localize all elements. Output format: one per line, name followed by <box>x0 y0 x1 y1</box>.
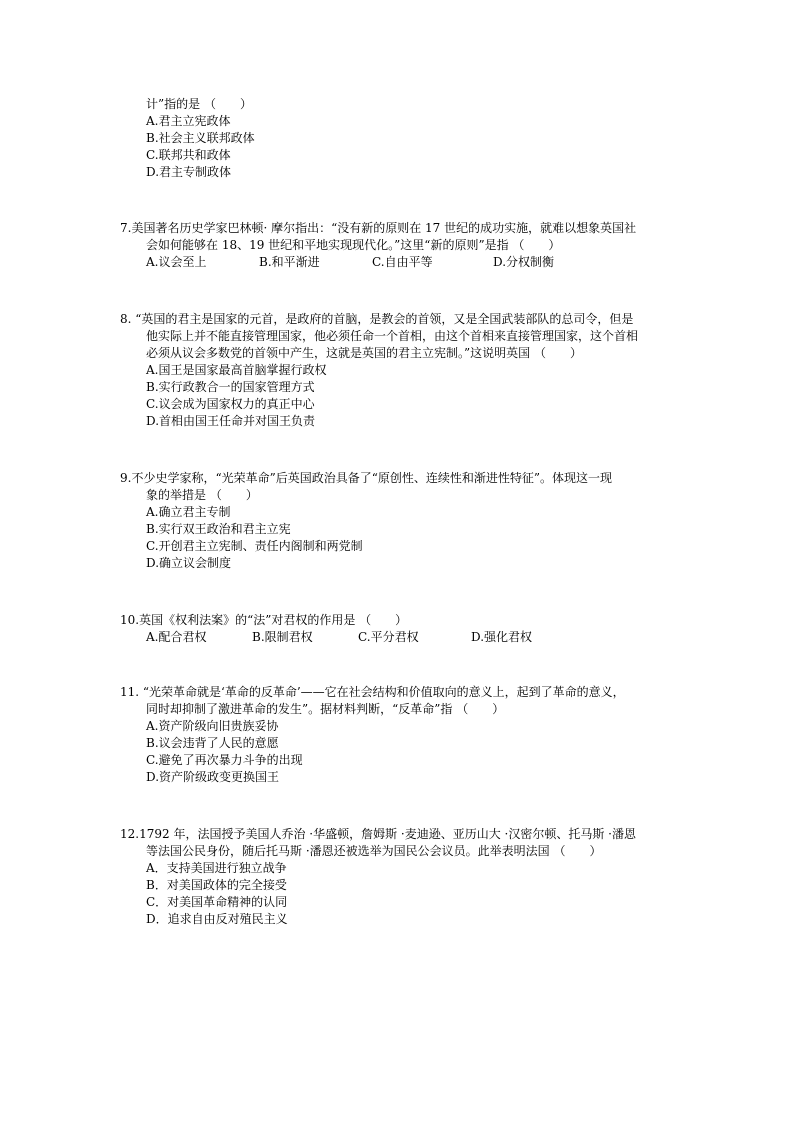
option-c: C.平分君权 <box>358 630 419 644</box>
question-7 <box>120 220 720 271</box>
options-row <box>120 629 720 646</box>
question-stem: 计”指的是 （ ） <box>146 97 252 111</box>
question-6 <box>120 96 720 181</box>
option-a: A.君主立宪政体 <box>146 114 231 128</box>
question-stem: 10.英国《权利法案》的“法”对君权的作用是 （ ） <box>120 613 408 627</box>
option-d: D.分权制衡 <box>493 255 555 269</box>
option-d: D.首相由国王任命并对国王负责 <box>146 414 316 428</box>
option-d: D.确立议会制度 <box>146 556 232 570</box>
option-a: A.确立君主专制 <box>146 505 231 519</box>
question-stem: 12.1792 年，法国授予美国人乔治 ·华盛顿，詹姆斯 ·麦迪逊、亚历山大 ·汉密尔顿、托马斯 ·潘恩 <box>120 827 636 841</box>
question-stem-cont: 等法国公民身份，随后托马斯 ·潘恩还被选举为国民公会议员。此举表明法国 （ ） <box>146 844 602 858</box>
option-d: D.强化君权 <box>471 630 533 644</box>
option-a: A.配合君权 <box>146 630 207 644</box>
question-stem-cont: 他实际上并不能直接管理国家，他必须任命一个首相，由这个首相来直接管理国家，这个首相 <box>146 329 639 343</box>
option-b: B.实行政教合一的国家管理方式 <box>146 380 315 394</box>
question-12 <box>120 826 720 928</box>
options-row <box>120 254 720 271</box>
question-stem: 7.美国著名历史学家巴林顿· 摩尔指出：“没有新的原则在 17 世纪的成功实施，就难以想象英国社 <box>120 221 637 235</box>
option-c: C.自由平等 <box>372 255 433 269</box>
question-stem-cont: 同时却抑制了激进革命的发生”。据材料判断，“反革命”指 （ ） <box>146 702 505 716</box>
option-c: C.议会成为国家权力的真正中心 <box>146 397 315 411</box>
option-d: D.资产阶级政变更换国王 <box>146 770 280 784</box>
option-a: A．支持美国进行独立战争 <box>146 861 287 875</box>
question-stem: 9.不少史学家称，“光荣革命”后英国政治具备了“原创性、连续性和渐进性特征”。体现这一现 <box>120 471 612 485</box>
option-c: C.联邦共和政体 <box>146 148 231 162</box>
option-b: B.社会主义联邦政体 <box>146 131 255 145</box>
option-d: D．追求自由反对殖民主义 <box>146 912 288 926</box>
option-b: B．对美国政体的完全接受 <box>146 878 287 892</box>
question-10 <box>120 612 720 646</box>
question-stem-cont: 必须从议会多数党的首领中产生，这就是英国的君主立宪制。”这说明英国 （ ） <box>146 346 582 360</box>
option-c: C.避免了再次暴力斗争的出现 <box>146 753 303 767</box>
option-c: C.开创君主立宪制、责任内阁制和两党制 <box>146 539 363 553</box>
question-stem-cont: 象的举措是 （ ） <box>146 488 258 502</box>
question-11 <box>120 684 720 786</box>
option-b: B.限制君权 <box>252 630 313 644</box>
question-9 <box>120 470 720 572</box>
option-b: B.和平渐进 <box>259 255 320 269</box>
option-d: D.君主专制政体 <box>146 165 232 179</box>
option-b: B.议会违背了人民的意愿 <box>146 736 279 750</box>
question-stem-cont: 会如何能够在 18、19 世纪和平地实现现代化。”这里“新的原则”是指 （ ） <box>146 238 561 252</box>
question-stem: 8. “英国的君主是国家的元首，是政府的首脑，是教会的首领，又是全国武装部队的总司令，但是 <box>120 312 634 326</box>
option-a: A.资产阶级向旧贵族妥协 <box>146 719 279 733</box>
question-stem: 11. “光荣革命就是‘革命的反革命’——它在社会结构和价值取向的意义上，起到了革命的意义， <box>120 685 625 699</box>
option-a: A.议会至上 <box>146 255 207 269</box>
option-c: C．对美国革命精神的认同 <box>146 895 288 909</box>
option-a: A.国王是国家最高首脑掌握行政权 <box>146 363 327 377</box>
option-b: B.实行双王政治和君主立宪 <box>146 522 291 536</box>
question-8 <box>120 311 720 430</box>
